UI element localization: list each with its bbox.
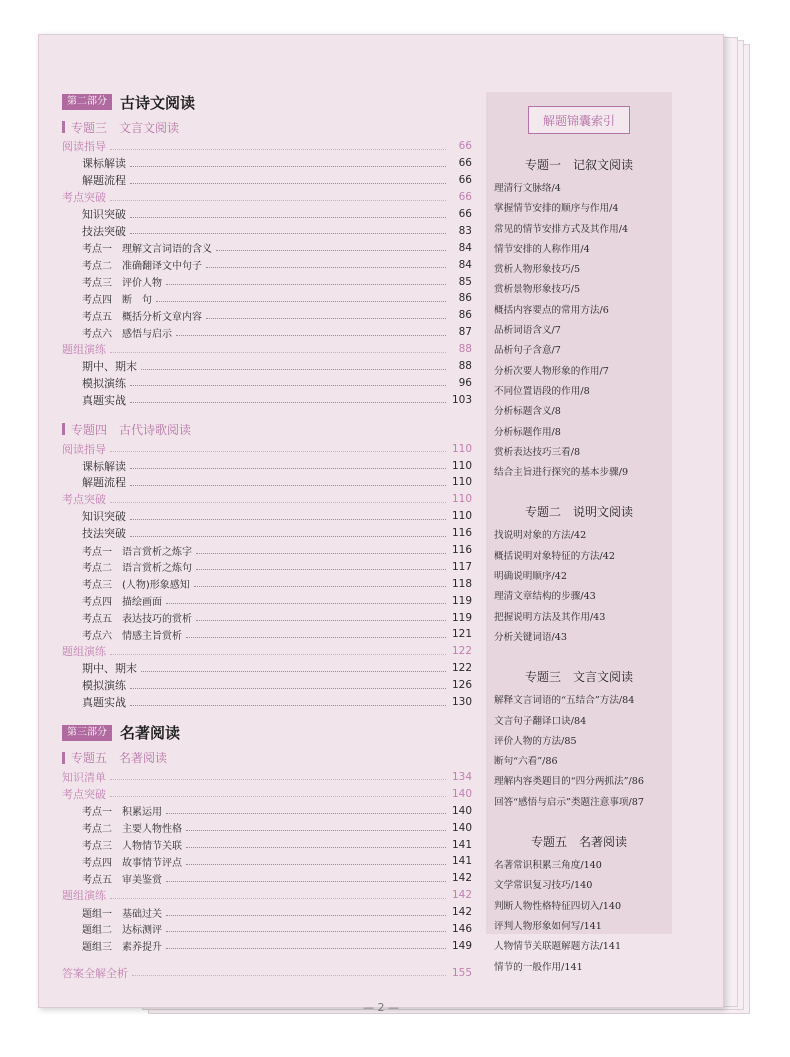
topic-gap — [62, 408, 472, 418]
leader-dots — [166, 881, 446, 882]
toc-row[interactable] — [62, 887, 472, 904]
toc-row-label: 技法突破 — [82, 527, 126, 541]
toc-row[interactable] — [62, 904, 472, 921]
toc-row-label: 考点四 描绘画面 — [82, 597, 162, 609]
index-item[interactable]: 判断人物性格特征四切入/140 — [494, 900, 622, 912]
topic-title — [62, 118, 472, 136]
toc-row-label: 考点四 断 句 — [82, 294, 152, 306]
index-item[interactable]: 回答“感悟与启示”类题注意事项/87 — [494, 796, 644, 808]
toc-row[interactable] — [62, 575, 472, 592]
toc-row-label: 技法突破 — [82, 224, 126, 238]
toc-row-page: 142 — [451, 872, 472, 885]
toc-row-page: 87 — [458, 326, 472, 339]
toc-row-label: 知识突破 — [82, 208, 126, 221]
topic-label: 专题四 古代诗歌阅读 — [71, 422, 192, 437]
toc-row-page: 146 — [451, 922, 472, 935]
index-item[interactable]: 结合主旨进行探究的基本步骤/9 — [494, 467, 629, 479]
index-item[interactable]: 解释文言词语的“五结合”方法/84 — [494, 695, 635, 707]
answers-page: 155 — [451, 966, 472, 979]
leader-dots — [110, 898, 446, 899]
toc-row[interactable] — [62, 155, 472, 172]
leader-dots — [110, 451, 446, 452]
toc-row-page: 66 — [458, 191, 472, 204]
toc-row[interactable] — [62, 138, 472, 155]
toc-row-label: 题组演练 — [62, 645, 106, 659]
leader-dots — [196, 569, 446, 570]
part-badge: 第二部分 — [62, 94, 112, 110]
index-item[interactable]: 明确说明顺序/42 — [494, 571, 568, 583]
index-section — [486, 156, 672, 483]
toc-row-label: 考点五 表达技巧的赏析 — [82, 614, 192, 626]
toc-row-page: 86 — [458, 309, 472, 322]
toc-row[interactable] — [62, 643, 472, 660]
toc-row-label: 考点突破 — [62, 493, 106, 507]
topic-title — [62, 420, 472, 438]
tips-index-panel — [486, 92, 672, 973]
toc-row[interactable] — [62, 457, 472, 474]
toc-row-page: 149 — [451, 939, 472, 952]
index-section-title: 专题一 记叙文阅读 — [524, 158, 633, 172]
toc-row-page: 88 — [458, 343, 472, 356]
toc-row-page: 103 — [451, 393, 472, 406]
toc-row-label: 考点一 语言赏析之炼字 — [82, 546, 192, 558]
index-item[interactable]: 文学常识复习技巧/140 — [494, 880, 593, 892]
toc-row[interactable] — [62, 836, 472, 853]
leader-dots — [216, 250, 446, 251]
index-item[interactable]: 分析次要人物形象的作用/7 — [494, 365, 609, 377]
leader-dots — [194, 586, 446, 587]
index-section — [486, 503, 672, 648]
leader-dots — [110, 352, 446, 353]
topic-marker — [62, 121, 65, 133]
toc-row-page: 122 — [451, 645, 472, 658]
toc-row-page: 66 — [458, 174, 472, 187]
leader-dots — [130, 688, 446, 689]
topic-title — [62, 749, 472, 767]
toc-row[interactable] — [62, 802, 472, 819]
toc-row-page: 140 — [451, 804, 472, 817]
toc-row[interactable] — [62, 853, 472, 870]
toc-row-page: 84 — [458, 258, 472, 271]
index-sections — [486, 156, 672, 978]
toc-row[interactable] — [62, 785, 472, 802]
toc-row-page: 66 — [458, 140, 472, 153]
toc-row[interactable] — [62, 440, 472, 457]
toc-row-label: 考点二 主要人物性格 — [82, 824, 182, 836]
toc-row-page: 142 — [451, 906, 472, 919]
toc-row-label: 模拟演练 — [82, 679, 126, 693]
leader-dots — [141, 671, 446, 672]
toc-row-label: 知识突破 — [82, 510, 126, 524]
leader-dots — [156, 301, 446, 302]
index-item[interactable]: 不同位置语段的作用/8 — [494, 385, 590, 397]
toc-row-label: 期中、期末 — [82, 662, 137, 676]
leader-dots — [166, 284, 446, 285]
leader-dots — [130, 385, 446, 386]
section-gap — [62, 711, 472, 721]
part-header — [62, 721, 472, 745]
part-title: 古诗文阅读 — [120, 93, 196, 112]
index-item[interactable]: 情节安排的人称作用/4 — [494, 243, 590, 255]
toc-row-label: 考点突破 — [62, 191, 106, 205]
index-item[interactable]: 理清文章结构的步骤/43 — [494, 591, 596, 603]
toc-row-page: 110 — [451, 459, 472, 472]
index-section-title: 专题二 说明文阅读 — [524, 505, 633, 520]
leader-dots — [110, 654, 446, 655]
leader-dots — [130, 485, 446, 486]
toc-row[interactable] — [62, 206, 472, 223]
toc-row-label: 考点一 理解文言词语的含义 — [82, 244, 212, 256]
leader-dots — [130, 233, 446, 234]
toc-row-page: 122 — [451, 662, 472, 675]
toc-row[interactable] — [62, 592, 472, 609]
leader-dots — [130, 519, 446, 520]
toc-row[interactable] — [62, 474, 472, 491]
toc-row[interactable] — [62, 290, 472, 307]
index-item[interactable]: 评价人物的方法/85 — [494, 735, 577, 747]
index-item[interactable]: 品析词语含义/7 — [494, 325, 561, 337]
toc-row-label: 题组三 素养提升 — [82, 942, 162, 954]
index-item[interactable]: 分析标题作用/8 — [494, 426, 561, 438]
toc-row-label: 考点二 准确翻译文中句子 — [82, 261, 202, 273]
toc-row-page: 110 — [451, 493, 472, 506]
toc-row-label: 阅读指导 — [62, 140, 106, 154]
toc-row[interactable] — [62, 391, 472, 408]
table-of-contents — [62, 90, 472, 981]
index-item[interactable]: 常见的情节安排方式及其作用/4 — [494, 223, 629, 235]
index-item[interactable]: 概括内容要点的常用方法/6 — [494, 304, 609, 316]
leader-dots — [206, 318, 446, 319]
toc-row-page: 141 — [451, 838, 472, 851]
toc-row-label: 考点三 评价人物 — [82, 278, 162, 290]
index-item[interactable]: 掌握情节安排的顺序与作用/4 — [494, 203, 619, 215]
leader-dots — [130, 166, 446, 167]
toc-row-page: 130 — [451, 696, 472, 709]
leader-dots — [130, 402, 446, 403]
toc-row-label: 考点突破 — [62, 787, 106, 801]
leader-dots — [166, 931, 446, 932]
toc-row-page: 110 — [451, 510, 472, 523]
leader-dots — [110, 502, 446, 503]
toc-row-page: 142 — [451, 889, 472, 902]
toc-row[interactable] — [62, 694, 472, 711]
leader-dots — [166, 948, 446, 949]
toc-row[interactable] — [62, 937, 472, 954]
toc-row-label: 课标解读 — [82, 157, 126, 171]
toc-row-page: 110 — [451, 442, 472, 455]
toc-row[interactable] — [62, 307, 472, 324]
toc-row-label: 真题实战 — [82, 393, 126, 407]
toc-row-page: 116 — [451, 527, 472, 540]
part-header — [62, 90, 472, 114]
toc-row-label: 题组二 达标测评 — [82, 925, 162, 937]
toc-row[interactable] — [62, 870, 472, 887]
index-section-title: 专题五 名著阅读 — [530, 835, 627, 850]
index-item[interactable]: 理解内容类题目的“四分两抓法”/86 — [494, 776, 644, 788]
index-item[interactable]: 断句“六看”/86 — [494, 756, 558, 768]
toc-row[interactable] — [62, 508, 472, 525]
leader-dots — [130, 536, 446, 537]
toc-row-label: 期中、期末 — [82, 360, 137, 374]
toc-row-page: 66 — [458, 157, 472, 170]
toc-row[interactable] — [62, 660, 472, 677]
toc-row-page: 66 — [458, 208, 472, 220]
toc-row-page: 85 — [458, 275, 472, 288]
toc-row-label: 考点五 概括分析文章内容 — [82, 311, 202, 323]
leader-dots — [130, 705, 446, 706]
toc-row[interactable] — [62, 239, 472, 256]
toc-row[interactable] — [62, 819, 472, 836]
toc-row-label: 题组一 基础过关 — [82, 908, 162, 920]
toc-row-page: 117 — [451, 560, 472, 573]
leader-dots — [141, 369, 446, 370]
toc-row[interactable] — [62, 921, 472, 938]
toc-row-label: 解题流程 — [82, 174, 126, 188]
toc-row-label: 模拟演练 — [82, 376, 126, 390]
leader-dots — [110, 779, 446, 780]
toc-row-page: 110 — [451, 476, 472, 489]
index-item[interactable]: 文言句子翻译口诀/84 — [494, 715, 587, 727]
toc-row[interactable] — [62, 677, 472, 694]
toc-row[interactable] — [62, 525, 472, 542]
answers-row[interactable] — [62, 964, 472, 981]
index-item[interactable]: 赏析景物形象技巧/5 — [494, 284, 581, 296]
index-item[interactable]: 赏析人物形象技巧/5 — [494, 264, 581, 276]
leader-dots — [206, 267, 446, 268]
toc-row-page: 119 — [451, 594, 472, 607]
toc-row[interactable] — [62, 626, 472, 643]
toc-row-page: 96 — [458, 376, 472, 389]
toc-row-page: 140 — [451, 787, 472, 800]
index-item[interactable]: 把握说明方法及其作用/43 — [494, 611, 606, 623]
leader-dots — [186, 637, 446, 638]
page-number: — 2 — — [363, 1001, 399, 1014]
toc-row-page: 83 — [458, 224, 472, 237]
toc-row-label: 考点四 故事情节评点 — [82, 857, 182, 869]
toc-row-label: 真题实战 — [82, 696, 126, 710]
leader-dots — [186, 864, 446, 865]
toc-row[interactable] — [62, 256, 472, 273]
toc-row[interactable] — [62, 558, 472, 575]
toc-row-page: 84 — [458, 241, 472, 254]
toc-row-page: 116 — [451, 544, 472, 557]
toc-row-label: 题组演练 — [62, 343, 106, 357]
leader-dots — [110, 200, 446, 201]
toc-row[interactable] — [62, 222, 472, 239]
answers-label: 答案全解全析 — [62, 966, 128, 980]
toc-row[interactable] — [62, 189, 472, 206]
leader-dots — [110, 796, 446, 797]
toc-row-label: 阅读指导 — [62, 442, 106, 456]
toc-row-page: 121 — [451, 628, 472, 641]
toc-row[interactable] — [62, 341, 472, 358]
toc-row-page: 119 — [451, 611, 472, 624]
toc-row-label: 知识清单 — [62, 770, 106, 784]
index-item[interactable]: 概括说明对象特征的方法/42 — [494, 550, 615, 562]
toc-row-label: 解题流程 — [82, 476, 126, 490]
index-item[interactable]: 理清行文脉络/4 — [494, 183, 561, 194]
leader-dots — [166, 813, 446, 814]
toc-row-label: 考点六 情感主旨赏析 — [82, 630, 182, 642]
leader-dots — [196, 553, 446, 554]
part-title: 名著阅读 — [120, 724, 181, 742]
toc-row[interactable] — [62, 769, 472, 786]
topic-marker — [62, 423, 65, 435]
index-section-title: 专题三 文言文阅读 — [524, 670, 633, 685]
toc-row-label: 课标解读 — [82, 459, 126, 473]
toc-row[interactable] — [62, 172, 472, 189]
toc-row[interactable] — [62, 358, 472, 375]
topic-label: 专题三 文言文阅读 — [71, 120, 180, 135]
toc-row-page: 118 — [451, 577, 472, 590]
leader-dots — [110, 149, 446, 150]
index-item[interactable]: 品析句子含意/7 — [494, 345, 561, 357]
toc-row-label: 考点一 积累运用 — [82, 807, 162, 819]
toc-row-page: 134 — [451, 770, 472, 783]
leader-dots — [130, 183, 446, 184]
answers-gap — [62, 954, 472, 964]
topic-marker — [62, 752, 65, 764]
toc-row-label: 题组演练 — [62, 889, 106, 903]
leader-dots — [166, 603, 446, 604]
toc-row-label: 考点二 语言赏析之炼句 — [82, 563, 192, 575]
leader-dots — [166, 915, 446, 916]
index-item[interactable]: 评判人物形象如何写/141 — [494, 920, 602, 932]
toc-row-page: 126 — [451, 679, 472, 692]
toc-row-page: 140 — [451, 821, 472, 834]
index-section — [486, 833, 672, 978]
leader-dots — [196, 620, 446, 621]
index-item[interactable]: 分析标题含义/8 — [494, 406, 561, 418]
toc-row[interactable] — [62, 491, 472, 508]
toc-row-label: 考点三 (人物)形象感知 — [82, 580, 190, 592]
index-section — [486, 668, 672, 813]
index-item[interactable]: 赏析表达技巧三看/8 — [494, 446, 581, 458]
toc-row-label: 考点五 审美鉴赏 — [82, 874, 162, 886]
leader-dots — [186, 847, 446, 848]
toc-row-label: 考点六 感悟与启示 — [82, 328, 172, 340]
toc-row[interactable] — [62, 374, 472, 391]
index-item[interactable]: 名著常识积累三角度/140 — [494, 860, 602, 872]
toc-row-label: 考点三 人物情节关联 — [82, 841, 182, 852]
topic-label: 专题五 名著阅读 — [71, 751, 168, 765]
index-item[interactable]: 人物情节关联题解题方法/141 — [494, 941, 622, 953]
index-item[interactable]: 情节的一般作用/141 — [494, 961, 583, 973]
toc-row[interactable] — [62, 273, 472, 290]
leader-dots — [130, 468, 446, 469]
toc-row[interactable] — [62, 324, 472, 341]
index-title: 解题锦囊索引 — [528, 106, 630, 134]
leader-dots — [132, 975, 446, 976]
toc-row-page: 141 — [451, 855, 472, 868]
leader-dots — [130, 217, 446, 218]
part-badge: 第三部分 — [62, 725, 112, 741]
index-item[interactable]: 分析关键词语/43 — [494, 631, 568, 643]
toc-row-page: 88 — [458, 360, 472, 373]
toc-row[interactable] — [62, 609, 472, 626]
leader-dots — [176, 335, 446, 336]
toc-row-page: 86 — [458, 292, 472, 305]
index-item[interactable]: 找说明对象的方法/42 — [494, 530, 587, 542]
leader-dots — [186, 830, 446, 831]
toc-row[interactable] — [62, 542, 472, 559]
